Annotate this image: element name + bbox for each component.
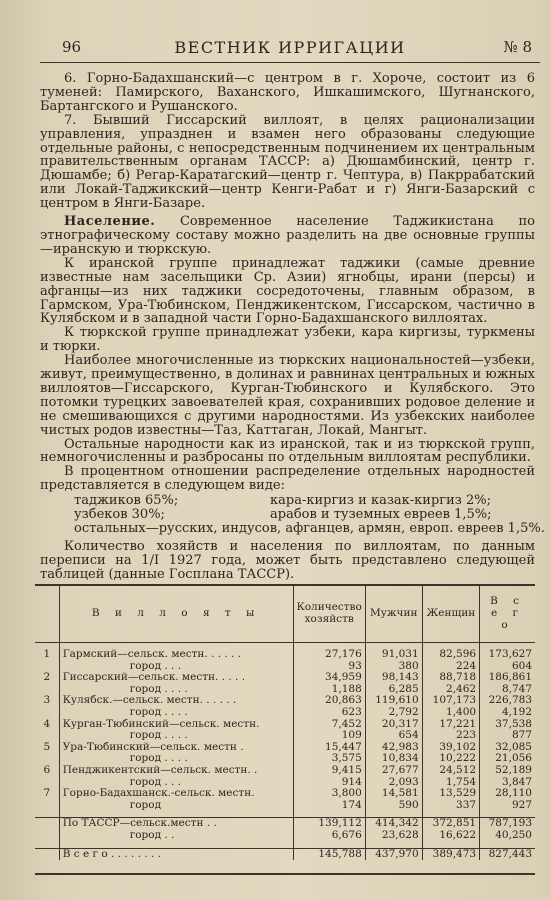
issue-number: № 8	[503, 38, 532, 56]
total-value: 927	[480, 800, 535, 812]
households-value: 7,452	[293, 719, 365, 731]
total-value: 827,443	[480, 848, 535, 860]
men-value: 20,317	[365, 719, 422, 731]
row-index: 3	[43, 694, 51, 707]
women-value: 13,529	[422, 788, 479, 800]
row-name: город . . . .	[59, 730, 293, 742]
row-index: 1	[43, 648, 51, 660]
women-value: 1,400	[422, 707, 479, 719]
women-value: 372,851	[422, 818, 479, 830]
percent-tajik: таджиков 65%;	[74, 493, 179, 508]
men-value: 91,031	[365, 649, 422, 661]
men-value: 2,093	[365, 777, 422, 789]
row-name: город . . .	[59, 661, 293, 673]
row-index: 5	[43, 740, 51, 753]
section-title: Население.	[64, 214, 156, 230]
women-value: 337	[422, 800, 479, 812]
row-name: В с е г о . . . . . . . .	[59, 848, 293, 860]
households-value: 9,415	[293, 765, 365, 777]
paragraph-9: К иранской группе принадлежат таджики (самые древние известные нам засельщики Ср. Азии) ягнобцы, ирани (персы) и афганцы—из них таджики сосредоточены, главным образом, в Гармском, Ура-Тюбинском, Пенджикентском, Гиссарском, частично в Кулябском и в западной части Горно-Бадахшанского виллоятах.	[40, 255, 535, 327]
paragraph-7: 7. Бывший Гиссарский виллоят, в целях рационализации управления, упразднен и взамен него образованы следующие отдельные районы, с непосредственным подчинением их центральным правительственным органам ТАССР: а) Дюшамбинский, центр г. Дюшамбе; б) Регар-Каратагский—центр г. Чептура, в) Пакррабатский или Локай-Таджикский—центр Кенги-Рабат и г) Янги-Базарский с центром в Янги-Базаре.	[40, 112, 535, 212]
table-row	[35, 707, 535, 719]
paragraph-14: Количество хозяйств и населения по виллоятам, по данным переписи на 1/I 1927 года, может быть представлено следующей таблицей (данные Госплана ТАССР).	[40, 539, 535, 582]
men-value: 590	[365, 800, 422, 812]
women-value: 24,512	[422, 765, 479, 777]
row-name: город . .	[59, 830, 293, 842]
table-row	[35, 730, 535, 742]
total-value: 28,110	[480, 788, 535, 800]
col-total-header: В с е г о	[480, 584, 535, 643]
women-value: 224	[422, 661, 479, 673]
households-value: 27,176	[293, 649, 365, 661]
row-name: Курган-Тюбинский—сельск. местн.	[59, 719, 293, 731]
table-row	[35, 830, 535, 842]
row-index	[35, 730, 59, 742]
households-value: 1,188	[293, 684, 365, 696]
row-name: город . . . .	[59, 684, 293, 696]
men-value: 380	[365, 661, 422, 673]
row-name: Гиссарский—сельск. местн. . . . .	[59, 672, 293, 684]
total-value: 52,189	[480, 765, 535, 777]
col-index-header	[35, 584, 59, 643]
women-value: 1,754	[422, 777, 479, 789]
journal-title: ВЕСТНИК ИРРИГАЦИИ	[174, 38, 406, 57]
row-name: Гармский—сельск. местн. . . . . .	[59, 649, 293, 661]
table-body	[35, 643, 535, 861]
row-index: 7	[43, 787, 51, 800]
men-value: 414,342	[365, 818, 422, 830]
percent-list	[40, 493, 545, 536]
households-value: 914	[293, 777, 365, 789]
women-value: 223	[422, 730, 479, 742]
households-value: 93	[293, 661, 365, 673]
row-name: город . . .	[59, 777, 293, 789]
total-value: 32,085	[480, 742, 535, 754]
men-value: 98,143	[365, 672, 422, 684]
row-index: 4	[43, 717, 51, 730]
row-index	[35, 800, 59, 812]
men-value: 654	[365, 730, 422, 742]
households-value: 3,800	[293, 788, 365, 800]
col-villoyat-header: В и л л о я т ы	[59, 584, 293, 643]
total-value: 173,627	[480, 649, 535, 661]
households-value: 3,575	[293, 753, 365, 765]
col-men-header: Мужчин	[365, 584, 422, 643]
men-value: 119,610	[365, 695, 422, 707]
total-value: 40,250	[480, 830, 535, 842]
households-value: 174	[293, 800, 365, 812]
row-name: Пенджикентский—сельск. местн. .	[59, 765, 293, 777]
total-value: 8,747	[480, 684, 535, 696]
women-value: 17,221	[422, 719, 479, 731]
table-row	[35, 800, 535, 812]
women-value: 16,622	[422, 830, 479, 842]
men-value: 27,677	[365, 765, 422, 777]
paragraph-6: 6. Горно-Бадахшанский—с центром в г. Хороче, состоит из 6 туменей: Памирского, Ваханского, Ишкашимского, Шугнанского, Бартангского и Рушанского.	[40, 71, 535, 114]
row-name: Ура-Тюбинский—сельск. местн .	[59, 742, 293, 754]
households-value: 109	[293, 730, 365, 742]
page-header	[40, 36, 540, 63]
table-row	[35, 649, 535, 661]
row-name: город . . . .	[59, 753, 293, 765]
women-value: 39,102	[422, 742, 479, 754]
paragraph-11: Наиболее многочисленные из тюркских национальностей—узбеки, живут, преимущественно, в долинах и равнинах центральных и южных виллоятов—Гиссарского, Курган-Тюбинского и Кулябского. Это потомки турецких завоевателей края, сохранивших родовое деление и не смешивающихся с другими народностями. Из узбекских наиболее чистых родов известны—Таз, Каттаган, Локай, Мангыт.	[40, 353, 535, 438]
total-value: 4,192	[480, 707, 535, 719]
men-value: 437,970	[365, 848, 422, 860]
row-name: Кулябск.—сельск. местн. . . . . .	[59, 695, 293, 707]
women-value: 88,718	[422, 672, 479, 684]
men-value: 14,581	[365, 788, 422, 800]
women-value: 107,173	[422, 695, 479, 707]
total-value: 604	[480, 661, 535, 673]
men-value: 23,628	[365, 830, 422, 842]
total-value: 877	[480, 730, 535, 742]
women-value: 10,222	[422, 753, 479, 765]
paragraph-13: В процентном отношении распределение отдельных народностей представляется в следующем виде:	[40, 464, 535, 494]
paragraph-population	[40, 215, 535, 257]
row-index: 2	[43, 671, 51, 684]
row-name: город	[59, 800, 293, 812]
row-name: Горно-Бадахшанск.-сельск. местн.	[59, 788, 293, 800]
women-value: 82,596	[422, 649, 479, 661]
households-value: 623	[293, 707, 365, 719]
percent-uzbek: узбеков 30%;	[74, 507, 165, 522]
paragraph-8: Современное население Таджикистана по этнографическому составу можно разделить на две основные группы—иранскую и тюркскую.	[40, 214, 535, 257]
women-value: 2,462	[422, 684, 479, 696]
men-value: 6,285	[365, 684, 422, 696]
households-value: 6,676	[293, 830, 365, 842]
row-index	[35, 818, 59, 830]
total-value: 21,056	[480, 753, 535, 765]
total-value: 787,193	[480, 818, 535, 830]
percent-arab: арабов и туземных евреев 1,5%;	[270, 507, 492, 522]
percent-other: остальных—русских, индусов, афганцев, армян, европ. евреев 1,5%.	[74, 521, 545, 536]
col-households-header: Количество хозяйств	[293, 584, 365, 643]
percent-kirgiz: кара-киргиз и казак-киргиз 2%;	[270, 493, 491, 508]
total-value: 186,861	[480, 672, 535, 684]
row-index	[35, 848, 59, 860]
men-value: 2,792	[365, 707, 422, 719]
row-name: По ТАССР—сельск.местн . .	[59, 818, 293, 830]
row-index: 6	[43, 763, 51, 776]
page-number: 96	[62, 38, 82, 56]
households-value: 20,863	[293, 695, 365, 707]
women-value: 389,473	[422, 848, 479, 860]
households-value: 139,112	[293, 818, 365, 830]
paragraph-12: Остальные народности как из иранской, так и из тюркской групп, немногочисленны и разбросаны по отдельным виллоятам республики.	[40, 436, 535, 466]
col-women-header: Женщин	[422, 584, 479, 643]
table-intro	[40, 540, 535, 582]
row-name: город . . . .	[59, 707, 293, 719]
paragraph-10: К тюркской группе принадлежат узбеки, кара киргизы, туркмены и тюрки.	[40, 325, 535, 355]
body-text	[40, 72, 535, 493]
total-value: 3,847	[480, 777, 535, 789]
men-value: 42,983	[365, 742, 422, 754]
households-value: 34,959	[293, 672, 365, 684]
row-index	[35, 707, 59, 719]
population-table	[35, 584, 535, 860]
table-row	[35, 848, 535, 860]
households-value: 145,788	[293, 848, 365, 860]
table-row	[35, 765, 535, 777]
men-value: 10,834	[365, 753, 422, 765]
total-value: 226,783	[480, 695, 535, 707]
table-row	[35, 788, 535, 800]
row-index	[35, 830, 59, 842]
households-value: 15,447	[293, 742, 365, 754]
total-value: 37,538	[480, 719, 535, 731]
